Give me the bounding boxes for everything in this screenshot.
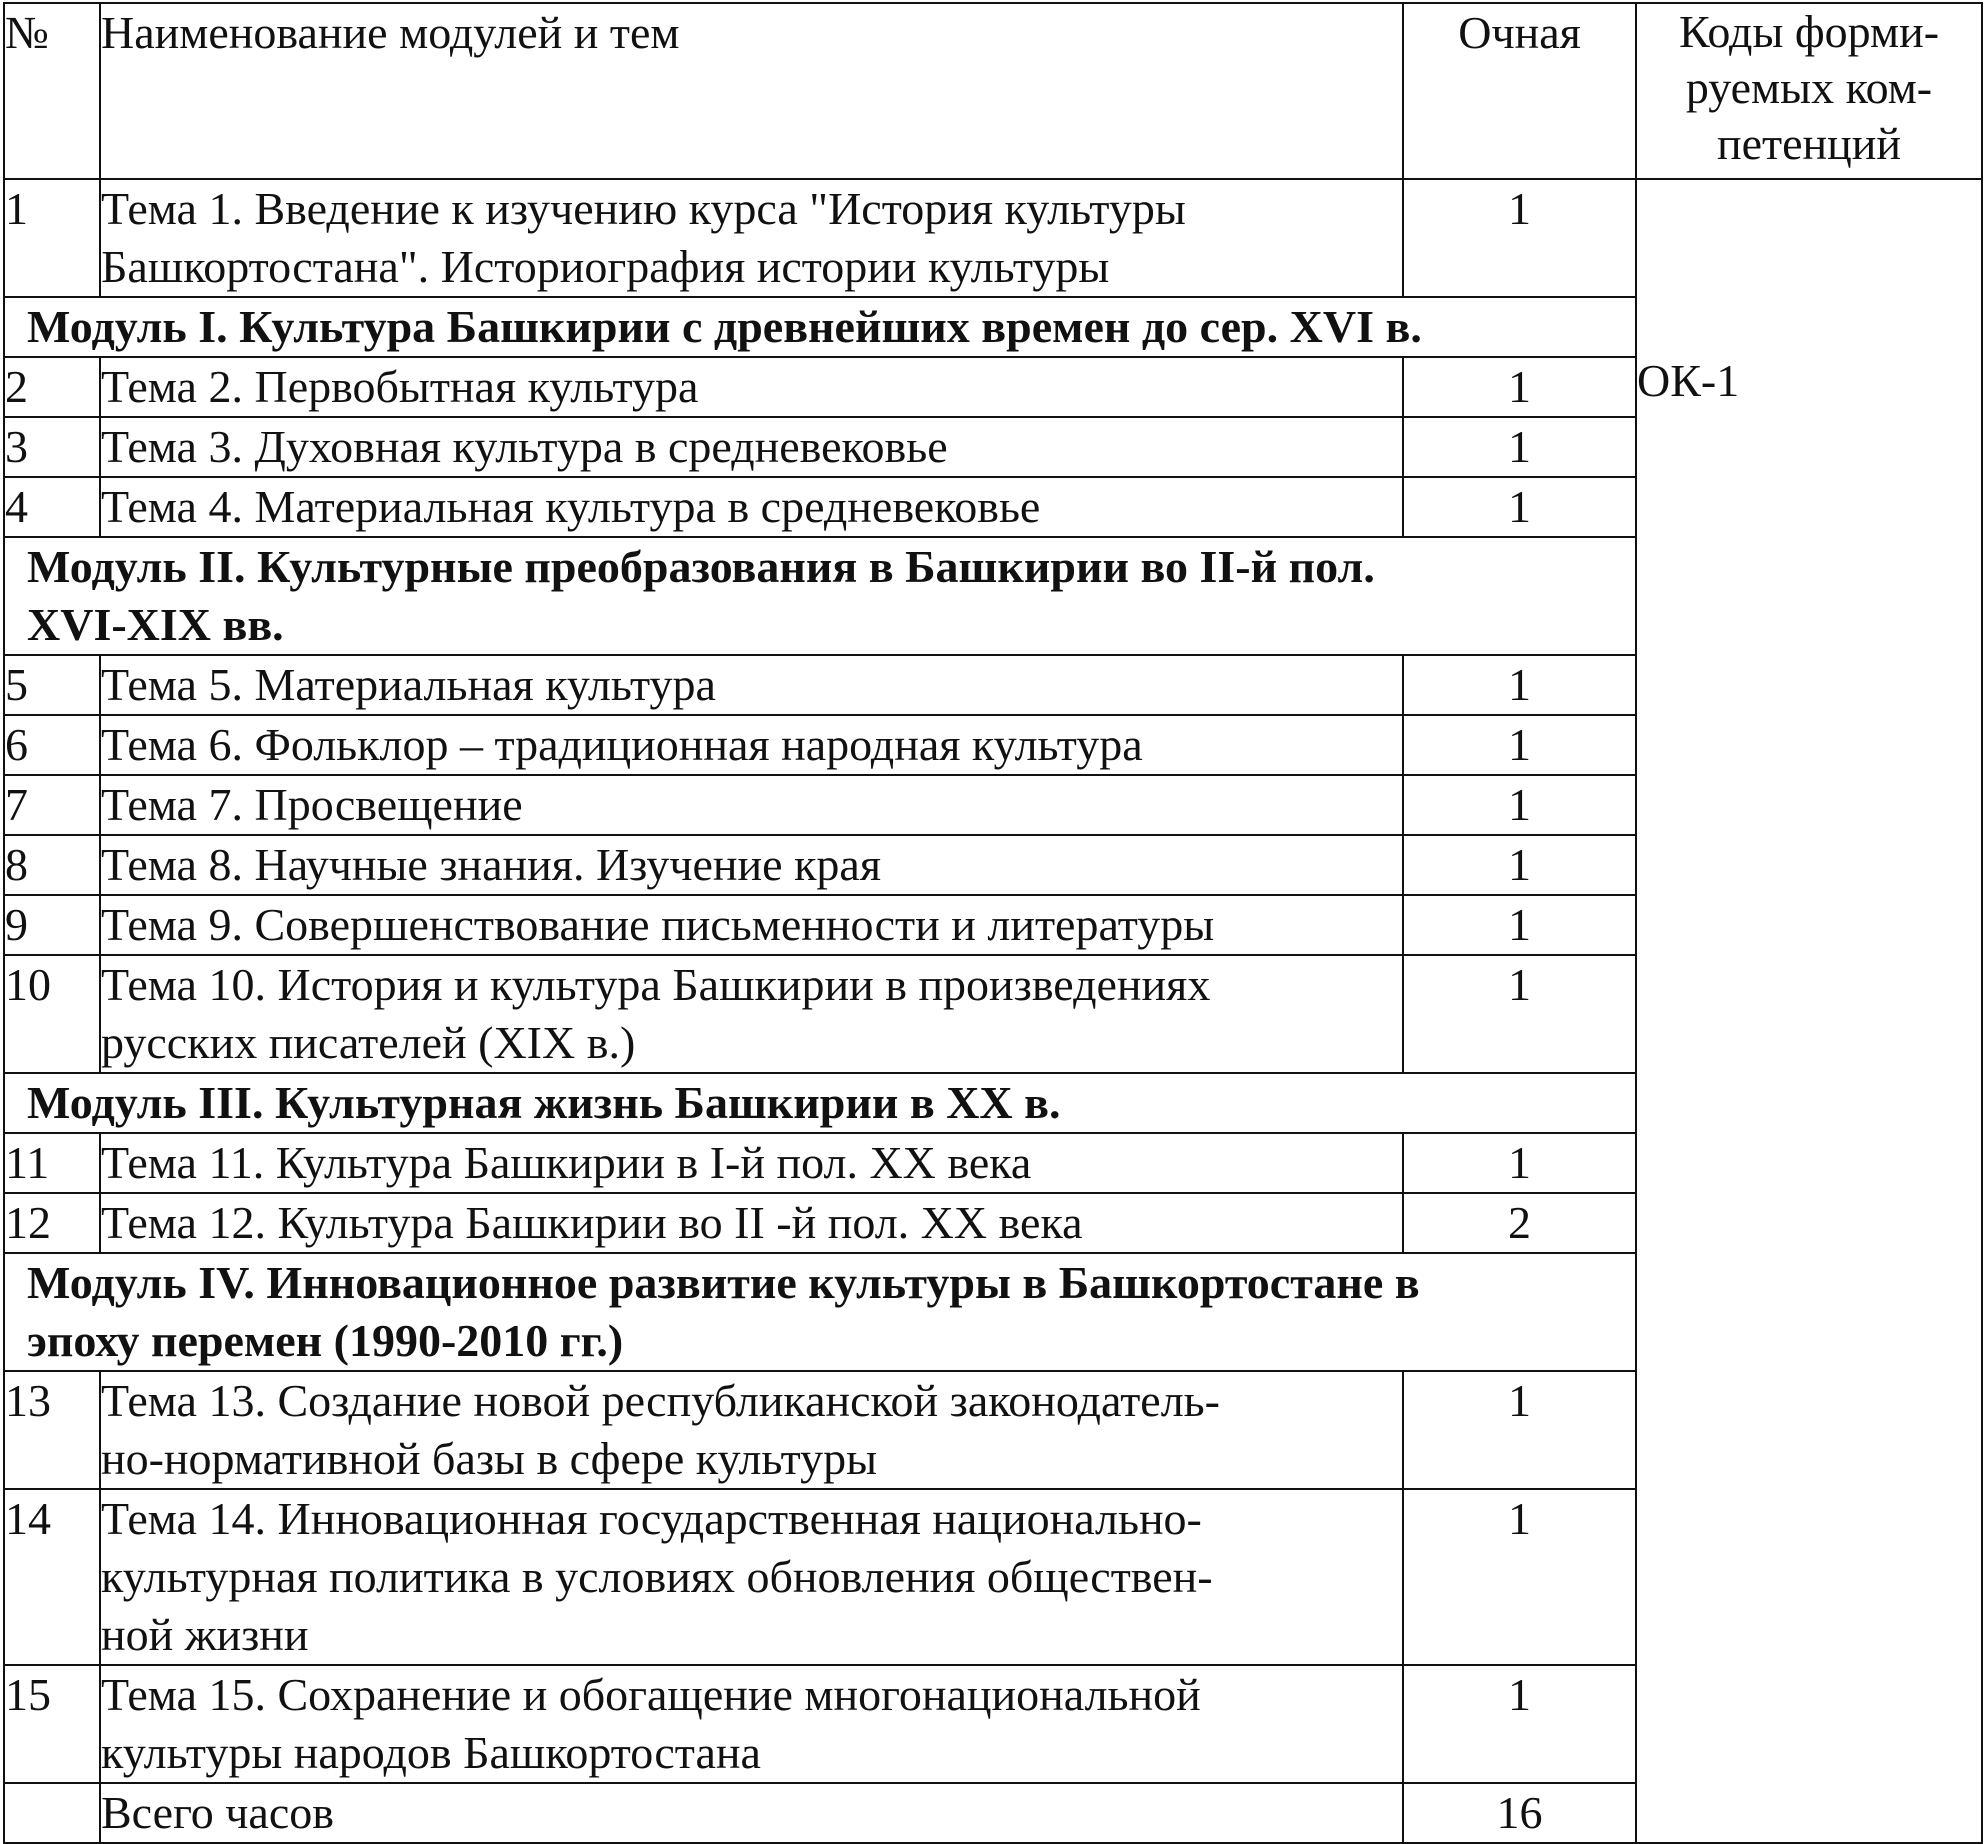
topic-hours: 1 [1403, 1489, 1636, 1665]
topic-title-line: Тема 15. Сохранение и обогащение многонациональной [101, 1669, 1201, 1720]
topic-title-line: но-нормативной базы в сфере культуры [101, 1433, 878, 1484]
topic-title [100, 775, 1403, 835]
topic-title [100, 357, 1403, 417]
topic-hours: 1 [1403, 357, 1636, 417]
row-number: 6 [4, 715, 100, 775]
topic-title-line: Тема 2. Первобытная культура [101, 361, 699, 412]
topic-title [100, 1193, 1403, 1253]
curriculum-table [3, 2, 1983, 1844]
module-title-line: Модуль IV. Инновационное развитие культуры в Башкортостане в [27, 1257, 1420, 1308]
topic-hours: 1 [1403, 1133, 1636, 1193]
topic-title-line: Тема 5. Материальная культура [101, 659, 716, 710]
row-number: 3 [4, 417, 100, 477]
topic-title-line: русских писателей (XIX в.) [101, 1017, 636, 1068]
topic-row [4, 179, 1982, 297]
row-number: 5 [4, 655, 100, 715]
row-number: 2 [4, 357, 100, 417]
topic-hours: 1 [1403, 655, 1636, 715]
header-codes [1636, 3, 1982, 179]
topic-title [100, 655, 1403, 715]
total-hours: 16 [1403, 1783, 1636, 1843]
competency-code: ОК-1 [1637, 355, 1740, 406]
topic-title-line: Башкортостана". Историография истории культуры [101, 241, 1110, 292]
topic-title [100, 715, 1403, 775]
row-number: 14 [4, 1489, 100, 1665]
header-name: Наименование модулей и тем [100, 3, 1403, 179]
table-body [4, 3, 1982, 1843]
header-codes-line: петенций [1716, 118, 1902, 169]
header-codes-line: руемых ком- [1685, 62, 1933, 113]
topic-hours: 1 [1403, 477, 1636, 537]
row-number: 12 [4, 1193, 100, 1253]
row-number: 4 [4, 477, 100, 537]
topic-hours: 1 [1403, 715, 1636, 775]
header-codes-line: Коды форми- [1678, 6, 1940, 57]
topic-hours: 1 [1403, 1665, 1636, 1783]
topic-title [100, 179, 1403, 297]
row-number: 7 [4, 775, 100, 835]
topic-hours: 1 [1403, 895, 1636, 955]
row-number: 9 [4, 895, 100, 955]
topic-title-line: культуры народов Башкортостана [101, 1727, 761, 1778]
row-number: 15 [4, 1665, 100, 1783]
topic-title [100, 955, 1403, 1073]
topic-title [100, 1133, 1403, 1193]
topic-title [100, 1489, 1403, 1665]
topic-hours: 1 [1403, 1371, 1636, 1489]
topic-title-line: Тема 7. Просвещение [101, 779, 523, 830]
topic-title-line: культурная политика в условиях обновления обществен- [101, 1551, 1213, 1602]
module-title-line: Модуль II. Культурные преобразования в Башкирии во II-й пол. [27, 541, 1375, 592]
topic-title [100, 1665, 1403, 1783]
topic-title-line: Тема 8. Научные знания. Изучение края [101, 839, 882, 890]
module-title [4, 297, 1636, 357]
topic-hours: 1 [1403, 955, 1636, 1073]
row-number: 8 [4, 835, 100, 895]
topic-title-line: Тема 3. Духовная культура в средневековье [101, 421, 948, 472]
topic-title-line: ной жизни [101, 1609, 309, 1660]
row-number: 13 [4, 1371, 100, 1489]
module-title [4, 537, 1636, 655]
topic-hours: 1 [1403, 179, 1636, 297]
topic-title-line: Тема 11. Культура Башкирии в I-й пол. XX века [101, 1137, 1032, 1188]
topic-title-line: Тема 9. Совершенствование письменности и литературы [101, 899, 1215, 950]
topic-title-line: Тема 1. Введение к изучению курса "История культуры [101, 183, 1186, 234]
topic-hours: 1 [1403, 775, 1636, 835]
module-title-line: XVI-XIX вв. [27, 599, 284, 650]
topic-title [100, 895, 1403, 955]
row-number: 10 [4, 955, 100, 1073]
topic-title-line: Тема 4. Материальная культура в средневековье [101, 481, 1041, 532]
topic-title-line: Тема 10. История и культура Башкирии в произведениях [101, 959, 1211, 1010]
header-num: № [4, 3, 100, 179]
total-label [100, 1783, 1403, 1843]
module-title-line: Модуль III. Культурная жизнь Башкирии в XX в. [27, 1077, 1061, 1128]
module-title-line: Модуль I. Культура Башкирии с древнейших времен до сер. XVI в. [27, 301, 1422, 352]
topic-title-line: Тема 12. Культура Башкирии во II -й пол. XX века [101, 1197, 1083, 1248]
topic-title [100, 835, 1403, 895]
topic-hours: 1 [1403, 417, 1636, 477]
competency-codes-cell [1636, 179, 1982, 1843]
table-header-row [4, 3, 1982, 179]
topic-hours: 2 [1403, 1193, 1636, 1253]
topic-title [100, 477, 1403, 537]
row-number [4, 1783, 100, 1843]
topic-title-line: Тема 13. Создание новой республиканской законодатель- [101, 1375, 1220, 1426]
module-title-line: эпоху перемен (1990-2010 гг.) [27, 1315, 624, 1366]
topic-hours: 1 [1403, 835, 1636, 895]
topic-title-line: Тема 14. Инновационная государственная национально- [101, 1493, 1202, 1544]
topic-title-line: Всего часов [101, 1787, 334, 1838]
module-title [4, 1073, 1636, 1133]
topic-title [100, 1371, 1403, 1489]
module-title [4, 1253, 1636, 1371]
topic-title [100, 417, 1403, 477]
header-hours: Очная [1403, 3, 1636, 179]
topic-title-line: Тема 6. Фольклор – традиционная народная культура [101, 719, 1143, 770]
row-number: 1 [4, 179, 100, 297]
row-number: 11 [4, 1133, 100, 1193]
